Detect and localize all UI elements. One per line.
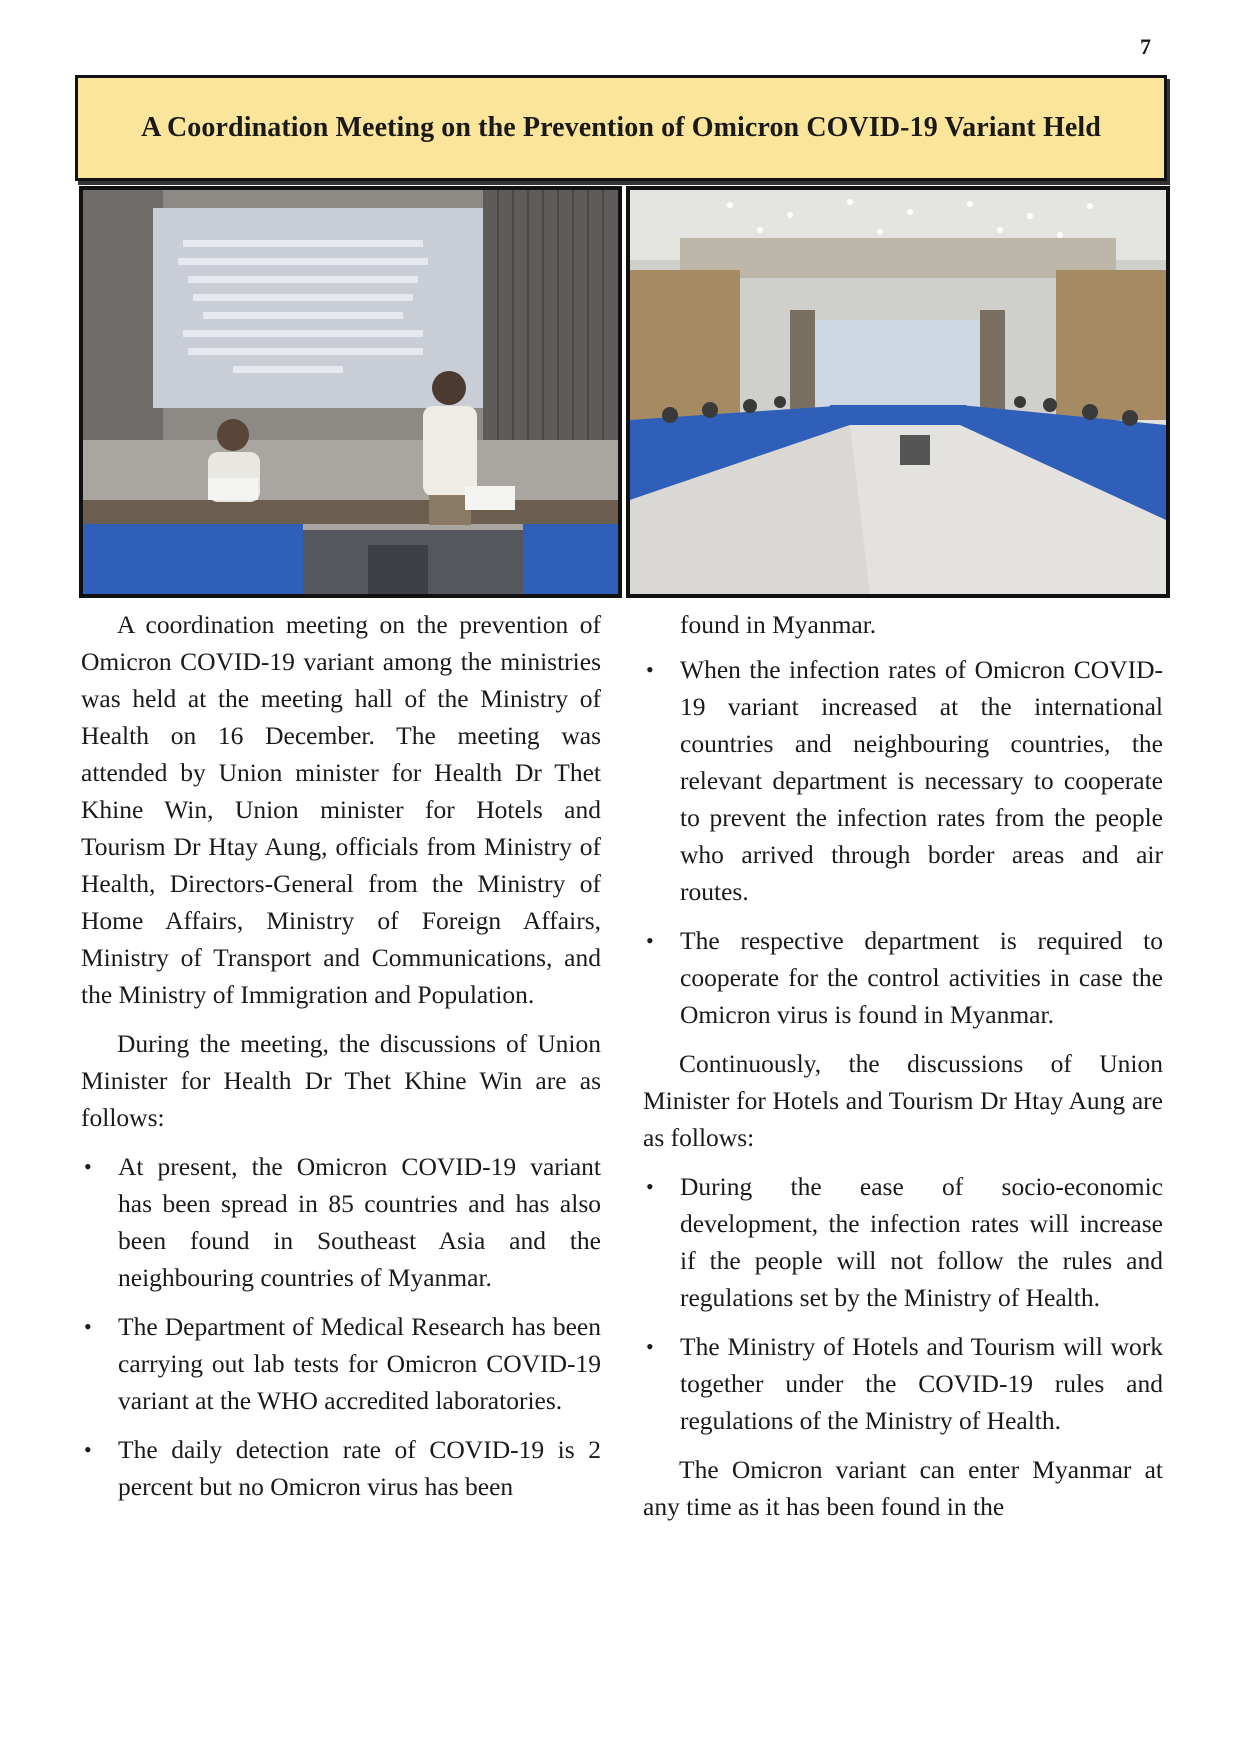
discussion-intro-paragraph: During the meeting, the discussions of Union Minister for Health Dr Thet Khine Win are as follows: [81,1029,601,1132]
list-item: • When the infection rates of Omicron COVID-19 variant increased at the international countries and neighbouring countries, the relevant department is necessary to cooperate to prevent the infection rates from the people who arrived through border areas and air routes. [680,651,1163,910]
hotels-minister-intro-paragraph: Continuously, the discussions of Union Minister for Hotels and Tourism Dr Htay Aung are as follows: [643,1049,1163,1152]
hotels-minister-points [643,1168,1163,1439]
list-item: • The respective department is required to cooperate for the control activities in case the Omicron virus is found in Myanmar. [680,922,1163,1033]
list-item: • During the ease of socio-economic development, the infection rates will increase if the people will not follow the rules and regulations set by the Ministry of Health. [680,1168,1163,1316]
list-item: • The Department of Medical Research has been carrying out lab tests for Omicron COVID-19 variant at the WHO accredited laboratories. [118,1308,601,1419]
health-minister-points-continued [643,651,1163,1033]
left-column [81,606,601,1517]
intro-paragraph: A coordination meeting on the prevention of Omicron COVID-19 variant among the ministries was held at the meeting hall of the Ministry of Health on 16 December. The meeting was attended by Union minister for Health Dr Thet Khine Win, Union minister for Hotels and Tourism Dr Htay Aung, officials from Ministry of Health, Directors-General from the Ministry of Home Affairs, Ministry of Foreign Affairs, Ministry of Transport and Communications, and the Ministry of Immigration and Population. [81,610,601,1009]
meeting-photo-speaker [79,186,622,598]
health-minister-points [81,1148,601,1505]
meeting-hall-photo [626,186,1170,598]
closing-paragraph: The Omicron variant can enter Myanmar at any time as it has been found in the [643,1455,1163,1521]
page-number: 7 [1140,34,1151,59]
list-item: • The daily detection rate of COVID-19 is 2 percent but no Omicron virus has been [118,1431,601,1505]
article-title: A Coordination Meeting on the Prevention of Omicron COVID-19 Variant Held [141,112,1101,143]
list-item: • The Ministry of Hotels and Tourism will work together under the COVID-19 rules and regulations of the Ministry of Health. [680,1328,1163,1439]
list-item: • At present, the Omicron COVID-19 variant has been spread in 85 countries and has also been found in Southeast Asia and the neighbouring countries of Myanmar. [118,1148,601,1296]
article-title-box [75,75,1167,181]
right-column [643,606,1163,1537]
continued-text: found in Myanmar. [680,610,877,639]
